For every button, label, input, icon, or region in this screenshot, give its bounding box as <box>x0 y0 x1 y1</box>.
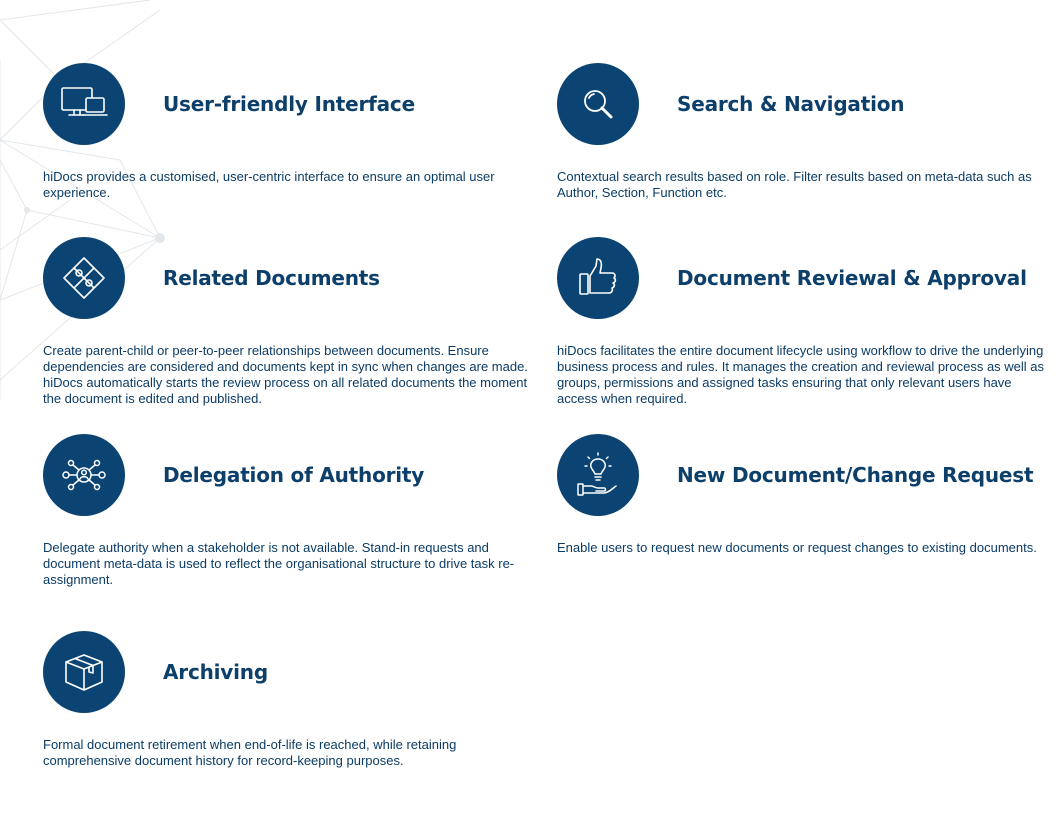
feature-title: User-friendly Interface <box>163 92 415 116</box>
feature-description: Contextual search results based on role. Filter results based on meta-data such as Author, Section, Function etc. <box>557 169 1032 200</box>
feature-title: Delegation of Authority <box>163 463 425 487</box>
network-user-icon <box>43 434 125 516</box>
feature-description: Enable users to request new documents or request changes to existing documents. <box>557 540 1037 555</box>
thumbs-up-icon <box>557 237 639 319</box>
magnifier-icon <box>557 63 639 145</box>
feature-description: Create parent-child or peer-to-peer relationships between documents. Ensure dependencies are considered and documents kept in sync when changes are made. hiDocs automatically starts the review process on all related documents the moment the document is edited and published. <box>43 343 528 406</box>
feature-title: Archiving <box>163 660 268 684</box>
feature-description: Formal document retirement when end-of-life is reached, while retaining comprehensive document history for record-keeping purposes. <box>43 737 457 768</box>
feature-title: Search & Navigation <box>677 92 905 116</box>
feature-title: Document Reviewal & Approval <box>677 266 1027 290</box>
feature-description: Delegate authority when a stakeholder is not available. Stand-in requests and document meta-data is used to reflect the organisational structure to drive task re-assignment. <box>43 540 515 587</box>
puzzle-icon <box>43 237 125 319</box>
monitor-laptop-icon <box>43 63 125 145</box>
feature-title: New Document/Change Request <box>677 463 1034 487</box>
feature-description: hiDocs facilitates the entire document lifecycle using workflow to drive the underlying business process and rules. It manages the creation and reviewal process as well as groups, permissions and assigned tasks ensuring that only relevant users have access when required. <box>557 343 1045 406</box>
lightbulb-hand-icon <box>557 434 639 516</box>
feature-title: Related Documents <box>163 266 380 290</box>
box-icon <box>43 631 125 713</box>
feature-description: hiDocs provides a customised, user-centric interface to ensure an optimal user experience. <box>43 169 495 200</box>
